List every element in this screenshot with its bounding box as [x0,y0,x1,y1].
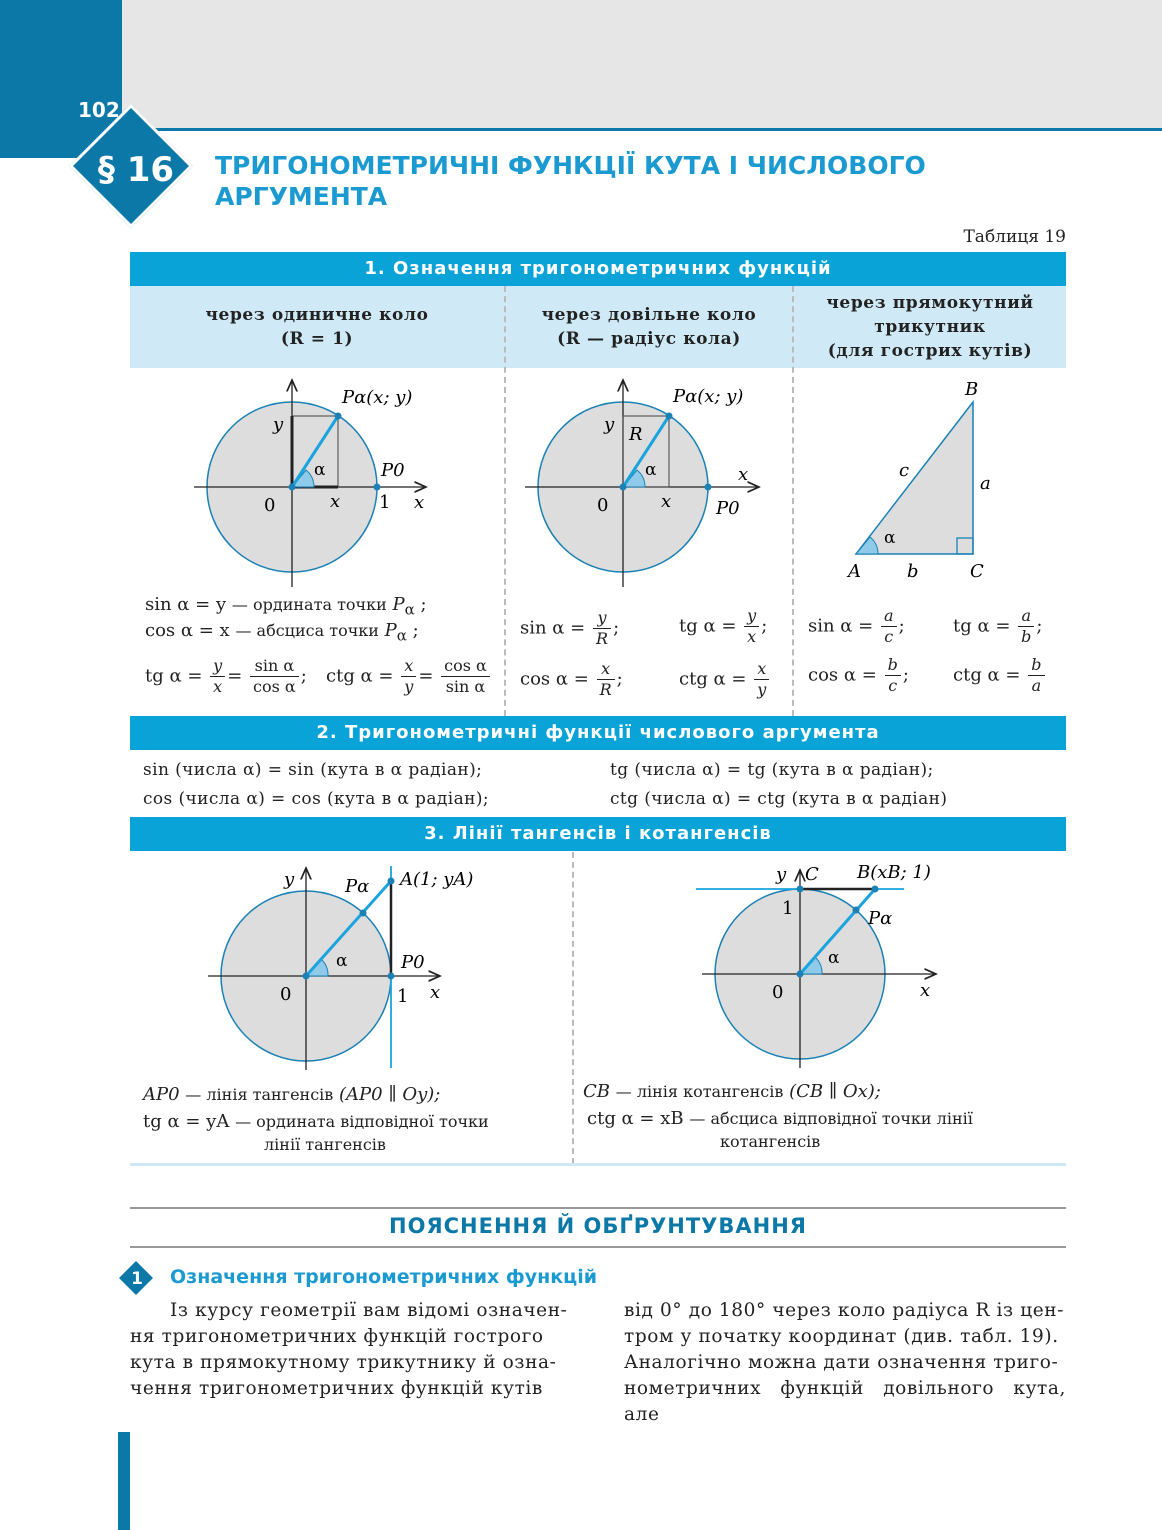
fraction: $\frac{\text{cos α}}{\text{sin α}}$ [441,656,490,697]
tg-ya-formula: tg α = yA [143,1111,230,1132]
cos-numeric-arg: cos (числа α) = cos (кута в α радіан); [143,789,490,809]
cos-text: — абсциса точки [235,621,379,640]
cos-label: cos α = [808,664,877,686]
col1-heading [130,286,504,368]
label-p: Pα(x; y) [342,387,413,408]
tg-numeric-arg: tg (числа α) = tg (кута в α радіан); [610,760,934,780]
item-number: 1 [131,1269,143,1289]
subscript: α [396,626,407,645]
radius-circle-diagram [515,372,775,600]
sin-numeric-arg: sin (числа α) = sin (кута в α радіан); [143,760,483,780]
fraction: $\frac{x}{y}$ [754,659,769,700]
ctg-def-radius [679,659,771,700]
column-divider [504,286,506,716]
vertex-a: A [848,561,861,582]
label-zero: 0 [772,982,784,1003]
origin-point [289,484,296,491]
title-line-1: ТРИГОНОМЕТРИЧНІ ФУНКЦІЇ КУТА І ЧИСЛОВОГО [215,151,926,180]
tangent-line-text: — лінія тангенсів [185,1085,334,1104]
label-one: 1 [782,898,794,919]
axis-x-label: x [430,982,441,1003]
cotangent-line-text: — лінія котангенсів [615,1082,784,1101]
label-x: x [661,491,672,512]
ctg-label: ctg α = [679,668,747,690]
sin-label: sin α = [520,617,586,639]
point-p [335,413,342,420]
point-symbol: P [392,594,405,615]
unit-circle-diagram [180,372,440,600]
tangent-line-def [143,1084,440,1105]
page-title [215,150,1115,212]
text-line: Із курсу геометрії вам відомі означен- [170,1300,568,1321]
header-rule [122,128,1162,131]
page-number: 102 [78,98,120,122]
sin-formula: sin α = y [145,594,227,615]
cos-def-radius: cos α = $\frac{x}{R}$ ; [520,659,623,699]
label-p: Pα [345,876,370,897]
text-line: нометричних функцій довільного кута, але [624,1378,1066,1425]
axis-x-label: x [738,464,749,485]
axis-x-label: x [920,980,931,1001]
section1-heading: 1. Означення тригонометричних функцій [130,252,1066,286]
fraction: $\frac{a}{b}$ [1018,606,1034,647]
ctg-numeric-arg: ctg (числа α) = ctg (кута в α радіан) [610,789,948,809]
col2-heading-line2: (R — радіус кола) [557,329,741,349]
cos-label: cos α = [520,668,589,690]
subsection-title: Означення тригонометричних функцій [170,1266,598,1288]
tg-def-triangle: tg α = $\frac{a}{b}$ ; [953,606,1043,646]
parallel-relation: (CB ∥ Ox); [789,1081,881,1102]
label-c: C [805,864,819,885]
text-line: чення тригонометричних функцій кутів [130,1378,543,1399]
sin-label: sin α = [808,615,874,637]
cotangent-value-def-cont: котангенсів [720,1132,821,1151]
sin-def-triangle: sin α = $\frac{a}{c}$ ; [808,606,905,646]
title-line-2: АРГУМЕНТА [215,182,388,211]
table-label: Таблиця 19 [963,227,1066,247]
origin-point [303,973,310,980]
point-a [388,878,395,885]
cotangent-abscissa-text: — абсциса відповідної точки лінії [689,1109,973,1128]
col1-heading-line2: (R = 1) [280,329,354,349]
cos-formula: cos α = x [145,620,230,641]
fraction: $\frac{x}{R}$ [597,659,615,700]
label-x: x [330,491,341,512]
tangent-ordinate-text: — ордината відповідної точки [235,1112,489,1131]
fraction: $\frac{y}{R}$ [593,608,611,649]
label-one: 1 [379,492,391,513]
right-triangle-diagram [830,372,1040,592]
fraction: $\frac{a}{c}$ [881,606,897,647]
label-zero: 0 [597,495,609,516]
tg-def-radius: tg α = $\frac{y}{x}$ ; [679,606,768,646]
cotangent-line-def [583,1081,881,1102]
ctg-label: ctg α = [326,665,394,687]
vertex-b: B [965,379,979,400]
subscript: α [404,600,415,619]
parallel-relation: (AP0 ∥ Oy); [339,1084,441,1105]
side-c: c [899,460,910,481]
label-y: y [284,869,295,890]
paragraph-left [130,1298,572,1402]
tangent-value-def-cont: лінії тангенсів [264,1135,386,1154]
origin-point [620,484,627,491]
tangent-line-diagram [200,858,490,1078]
col3-heading-line3: (для гострих кутів) [827,341,1033,361]
header-band [122,0,1162,128]
point-p0 [705,484,712,491]
label-zero: 0 [280,984,292,1005]
sin-def-unit: sin α = y — ордината точки $P_\alpha$ ; [145,594,427,619]
section2-heading: 2. Тригонометричні функції числового аргумента [130,716,1066,750]
section-rule-bottom [130,1246,1066,1248]
column-divider [572,852,574,1164]
cb-symbol: CB [583,1081,610,1102]
ctg-def-unit: ctg α = $\frac{x}{y}$ = $\frac{\text{cos α}}{\text{sin α}}$ [326,656,492,697]
fraction: $\frac{\text{sin α}}{\text{cos α}}$ [250,656,299,697]
column-divider [792,286,794,716]
cotangent-line-diagram [690,858,990,1078]
vertex-c: C [970,561,984,582]
side-b: b [907,561,919,582]
ap0-symbol: AP0 [143,1084,180,1105]
tg-def-unit: tg α = $\frac{y}{x}$ = $\frac{\text{sin α}}{\text{cos α}}$ ; [145,656,307,696]
fraction: $\frac{b}{c}$ [885,655,901,696]
fraction: $\frac{x}{y}$ [401,656,416,697]
point-p [360,910,367,917]
explanation-heading: ПОЯСНЕННЯ Й ОБҐРУНТУВАННЯ [389,1214,807,1238]
text-line: кута в прямокутному трикутнику й озна- [130,1352,557,1373]
label-r: R [629,424,643,445]
sin-def-radius: sin α = $\frac{y}{R}$ ; [520,608,620,648]
label-alpha: α [645,460,657,480]
label-alpha: α [314,460,326,480]
col3-heading-line2: трикутник [874,317,986,337]
cotangent-value-def [587,1108,973,1129]
cos-def-unit: cos α = x — абсциса точки $P_\alpha$ ; [145,620,419,645]
ctg-def-triangle [953,655,1047,696]
table-bottom-rule [130,1163,1066,1166]
label-a: A(1; yA) [400,869,474,890]
point-b [872,886,879,893]
tg-label: tg α = [145,665,203,687]
label-alpha: α [884,528,896,548]
axis-x-label: x [414,492,425,513]
origin-point [797,971,804,978]
label-one: 1 [397,986,409,1007]
point-p [666,413,673,420]
fraction: $\frac{y}{x}$ [210,656,225,697]
point-p0 [388,973,395,980]
label-b: B(xB; 1) [857,862,931,883]
label-p0: P0 [381,460,405,481]
label-alpha: α [828,948,840,968]
label-y: y [273,414,284,435]
margin-bar [118,1432,130,1530]
label-zero: 0 [264,495,276,516]
label-p0: P0 [716,498,740,519]
tg-label: tg α = [953,615,1011,637]
label-alpha: α [336,951,348,971]
cos-def-triangle: cos α = $\frac{b}{c}$ ; [808,655,909,695]
point-p0 [374,484,381,491]
point-c [797,886,804,893]
point-p [853,907,860,914]
triangle [856,402,973,554]
col2-heading-line1: через довільне коло [541,305,757,325]
col1-heading-line1: через одиничне коло [205,305,429,325]
ctg-label: ctg α = [953,664,1021,686]
label-p: Pα(x; y) [673,386,744,407]
paragraph-right [624,1298,1066,1428]
label-y: y [604,414,615,435]
section3-heading: 3. Лінії тангенсів і котангенсів [130,817,1066,851]
text-line: тром у початку координат (див. табл. 19). [624,1326,1059,1347]
col2-heading [506,286,792,368]
sin-text: — ордината точки [231,595,387,614]
section-number: § 16 [97,150,175,190]
ctg-xb-formula: ctg α = xB [587,1108,684,1129]
fraction: $\frac{b}{a}$ [1028,655,1044,696]
tg-label: tg α = [679,615,737,637]
label-p0: P0 [401,952,425,973]
section-rule-top [130,1207,1066,1209]
tangent-value-def [143,1111,489,1132]
col3-heading [794,286,1066,368]
col3-heading-line1: через прямокутний [826,293,1034,313]
label-y: y [776,864,787,885]
text-line: ня тригонометричних функцій гострого [130,1326,544,1347]
label-p: Pα [868,908,893,929]
text-line: від 0° до 180° через коло радіуса R із цен- [624,1300,1065,1321]
side-a: a [980,473,991,494]
point-symbol: P [384,620,397,641]
text-line: Аналогічно можна дати означення триго- [624,1352,1059,1373]
fraction: $\frac{y}{x}$ [744,606,759,647]
